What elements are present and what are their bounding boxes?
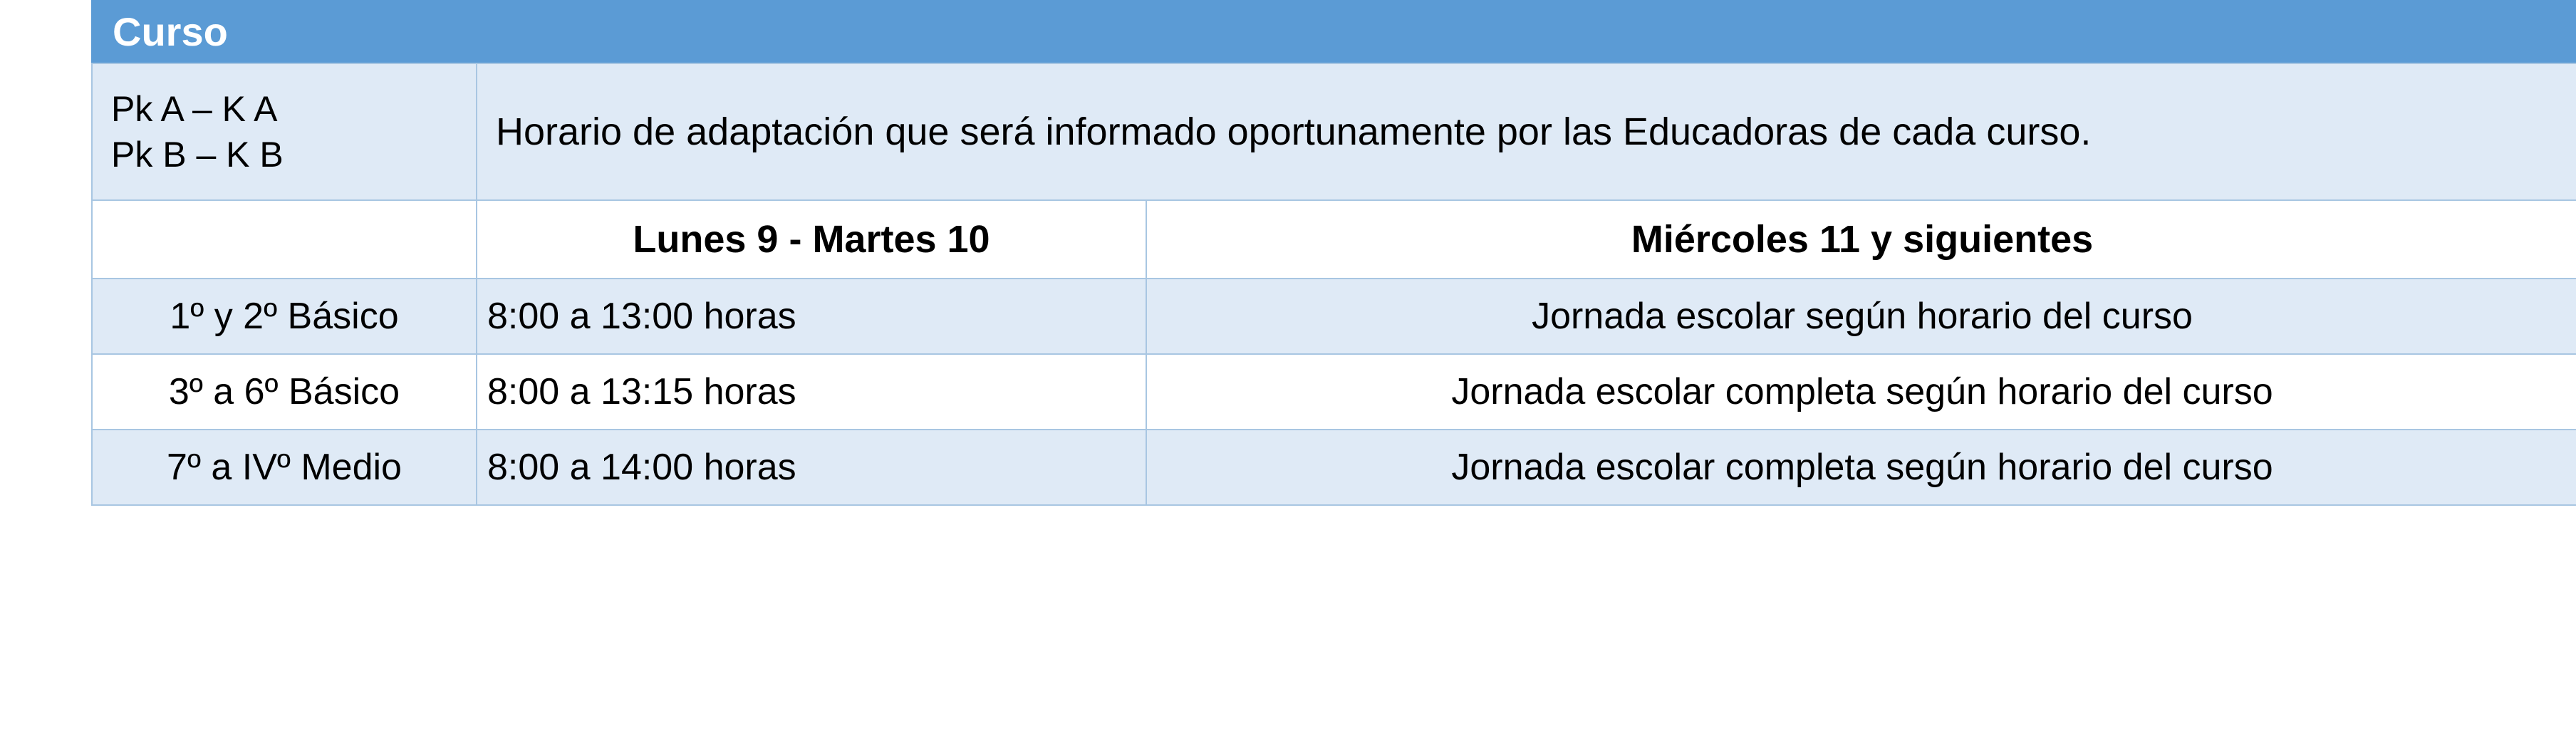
table-row — [92, 354, 2576, 430]
table-row — [92, 279, 2576, 354]
adaptation-courses-cell — [92, 63, 477, 200]
table-row — [92, 430, 2576, 505]
row-time: 8:00 a 13:00 horas — [477, 279, 1146, 354]
adaptation-row — [92, 63, 2576, 200]
row-level: 1º y 2º Básico — [92, 279, 477, 354]
table-header-row — [92, 1, 2576, 63]
subheader-empty-cell — [92, 200, 477, 279]
subheader-lunes-martes: Lunes 9 - Martes 10 — [477, 200, 1146, 279]
row-detail: Jornada escolar completa según horario del curso — [1146, 430, 2576, 505]
header-curso-cell: Curso — [92, 1, 2576, 63]
adaptation-course-2: Pk B – K B — [111, 135, 284, 175]
schedule-table — [91, 0, 2576, 506]
row-time: 8:00 a 14:00 horas — [477, 430, 1146, 505]
row-detail: Jornada escolar según horario del curso — [1146, 279, 2576, 354]
adaptation-course-1: Pk A – K A — [111, 89, 278, 129]
row-level: 7º a IVº Medio — [92, 430, 477, 505]
row-time: 8:00 a 13:15 horas — [477, 354, 1146, 430]
adaptation-note-cell: Horario de adaptación que será informado oportunamente por las Educadoras de cada curso. — [477, 63, 2576, 200]
row-level: 3º a 6º Básico — [92, 354, 477, 430]
row-detail: Jornada escolar completa según horario del curso — [1146, 354, 2576, 430]
table-subheader-row — [92, 200, 2576, 279]
subheader-miercoles: Miércoles 11 y siguientes — [1146, 200, 2576, 279]
